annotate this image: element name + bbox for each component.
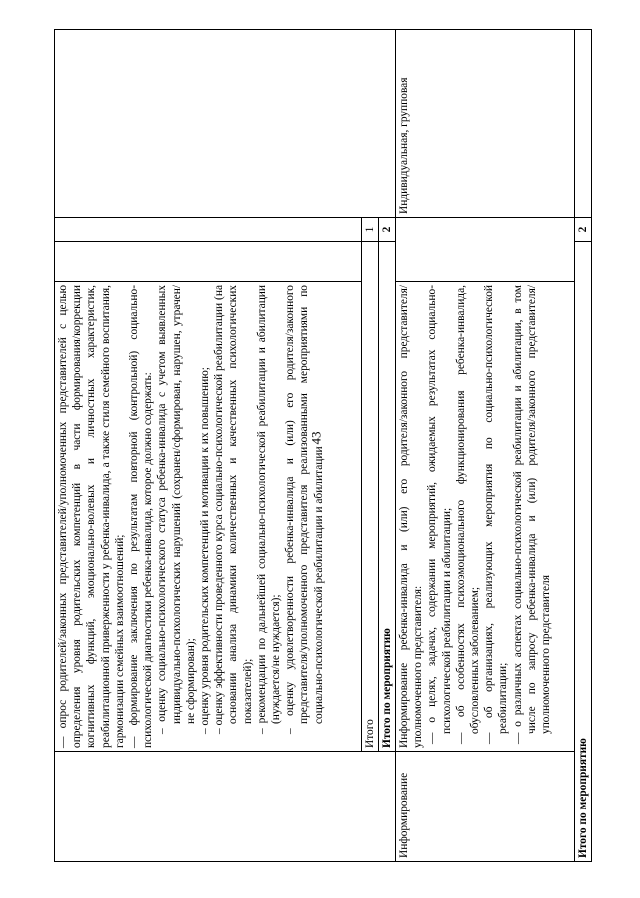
services-table bbox=[54, 29, 592, 862]
count-cell bbox=[55, 218, 362, 242]
content-cell bbox=[395, 282, 574, 752]
table-row bbox=[574, 30, 591, 862]
sub-item-text: оценку уровня родительских компетенций и мотивации к их повышению; bbox=[199, 367, 212, 726]
event-total-label: Итого по мероприятию bbox=[574, 242, 591, 862]
content-paragraph: Информирование ребенка-инвалида и (или) его родителя/законного представителя/уполномоченного представителя: bbox=[397, 285, 425, 748]
content-paragraph: — об организациях, реализующих мероприятия по социально-психологической реабилитации; bbox=[483, 285, 510, 744]
sub-item: – оценку эффективности проведенного курса социально-психологической реабилитации (на основании анализа динамики количественных и качественных психологических показателей); bbox=[213, 285, 254, 734]
sub-item-text: рекомендации по дальнейшей социально-психологической реабилитации и абилитации (нуждается/не нуждается); bbox=[255, 285, 283, 724]
table-row bbox=[395, 30, 574, 862]
event-total-label: Итого по мероприятию bbox=[378, 242, 395, 752]
sub-item: – оценку уровня родительских компетенций и мотивации к их повышению; bbox=[199, 367, 212, 734]
event-total-count: 2 bbox=[378, 218, 395, 242]
sub-item-text: оценку эффективности проведенного курса социально-психологической реабилитации (на основании анализа динамики количественных и качественных психологических показателей); bbox=[213, 285, 254, 726]
blank-cell bbox=[55, 242, 362, 282]
category-cell: Информирование bbox=[395, 752, 574, 862]
form-cell bbox=[55, 30, 396, 218]
sub-item: – оценку социально-психологического статуса ребенка-инвалида с учетом выявленных индивидуально-психологических нарушений (сохранен/сформирован, нарушен, утрачен/не сформирован); bbox=[156, 285, 197, 734]
content-paragraph: — опрос родителей/законных представителей/уполномоченных представителей с целью определения уровня родительских компетенций в части формирования/коррекции когнитивных функций, эмоционально-волевых и личностных характеристик, реабилитационной приверженности у ребенка-инвалида, а также стиля семейного воспитания, гармонизации семейных взаимоотношений; bbox=[57, 285, 126, 748]
category-cell bbox=[55, 752, 396, 862]
blank-cell bbox=[574, 30, 591, 218]
sub-item-text: оценку социально-психологического статуса ребенка-инвалида с учетом выявленных индивидуально-психологических нарушений (сохранен/сформирован, нарушен, утрачен/не сформирован); bbox=[156, 285, 197, 724]
total-label: Итого bbox=[361, 242, 378, 752]
count-cell bbox=[395, 218, 574, 282]
content-paragraph: — о целях, задачах, содержании мероприятий, ожидаемых результатах социально-психологической реабилитации и абилитации; bbox=[426, 285, 453, 744]
form-cell: Индивидуальная, групповая bbox=[395, 30, 574, 218]
content-paragraph: — об особенностях психоэмоционального функционирования ребенка-инвалида, обусловленных заболеванием; bbox=[454, 285, 481, 744]
sub-item-text: оценку удовлетворенности ребенка-инвалида и (или) его родителя/законного представителя/уполномоченного представителя реализованными мероприятиями по социально-психологической реабилитации и абилитации bbox=[284, 285, 325, 724]
sub-item: – рекомендации по дальнейшей социально-психологической реабилитации и абилитации (нуждается/не нуждается); bbox=[255, 285, 283, 734]
rotated-page bbox=[54, 30, 592, 862]
content-paragraph: — формирование заключения по результатам повторной (контрольной) социально-психологической диагностики ребенка-инвалида, которое должно содержать: bbox=[128, 285, 155, 748]
table-row bbox=[55, 30, 362, 862]
event-total-count: 2 bbox=[574, 218, 591, 242]
page-number: 43 bbox=[308, 431, 324, 445]
content-paragraph: — о различных аспектах социально-психологической реабилитации и абилитации, в том числе по запросу ребенка-инвалида и (или) родителя/законного представителя/уполномоченного представителя bbox=[511, 285, 552, 744]
sub-item: – оценку удовлетворенности ребенка-инвалида и (или) его родителя/законного представителя/уполномоченного представителя реализованными мероприятиями по социально-психологической реабилитации и абилитации bbox=[284, 285, 325, 734]
content-cell bbox=[55, 282, 362, 752]
total-count: 1 bbox=[361, 218, 378, 242]
